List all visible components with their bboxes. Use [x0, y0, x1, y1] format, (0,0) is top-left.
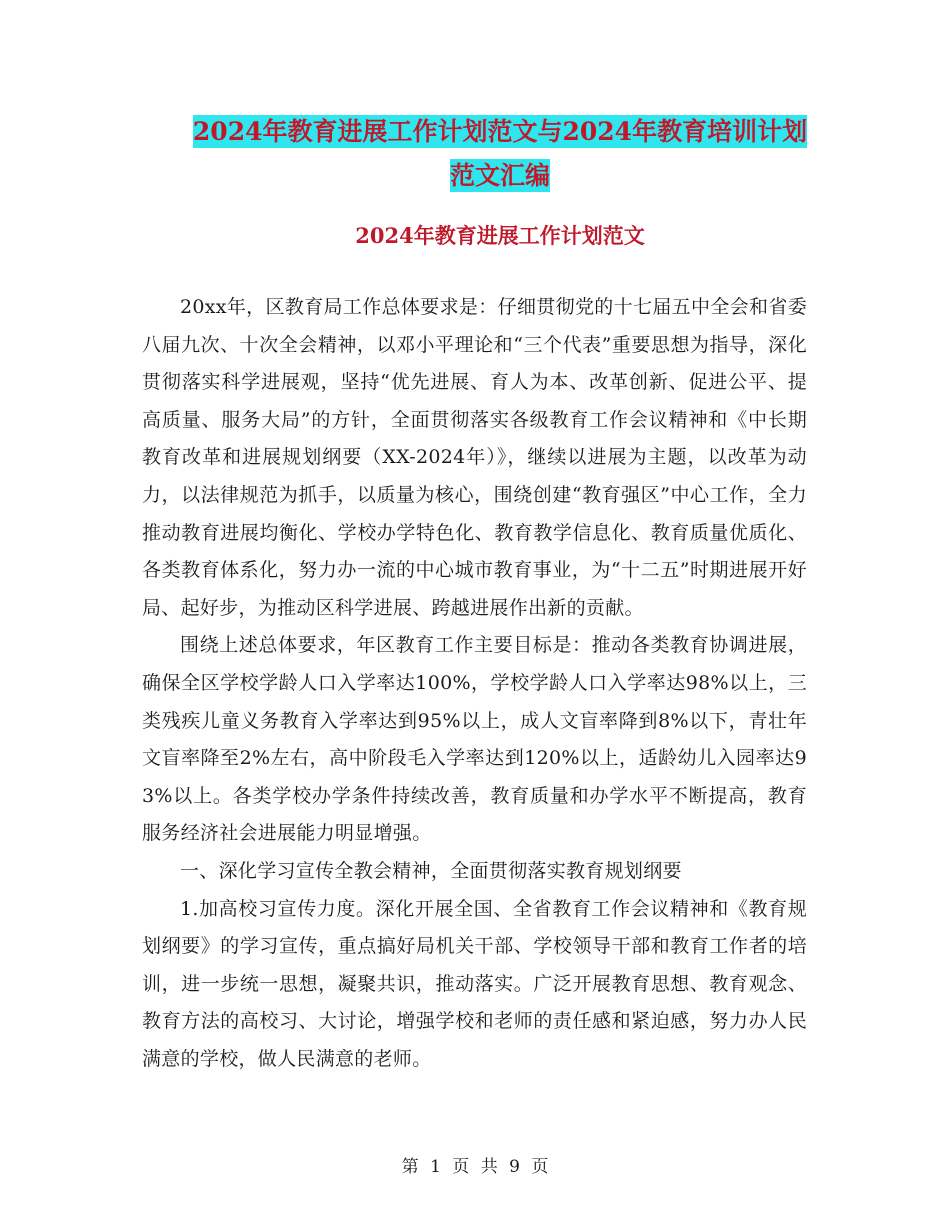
document-title — [140, 110, 860, 198]
section-title: 2024年教育进展工作计划范文 — [355, 223, 645, 248]
title-line-2: 范文汇编 — [449, 161, 550, 190]
page-footer: 第 1 页 共 9 页 — [401, 1157, 549, 1177]
document-body — [142, 289, 807, 1078]
paragraph-1: 20xx年，区教育局工作总体要求是：仔细贯彻党的十七届五中全会和省委八届九次、十次全会精神，以邓小平理论和“三个代表”重要思想为指导，深化贯彻落实科学进展观，坚持“优先进展、育人为本、改革创新、促进公平、提高质量、服务大局”的方针，全面贯彻落实各级教育工作会议精神和《中长期教育改革和进展规划纲要（XX-2024年）》，继续以进展为主题，以改革为动力，以法律规范为抓手，以质量为核心，围绕创建“教育强区”中心工作，全力推动教育进展均衡化、学校办学特色化、教育教学信息化、教育质量优质化、各类教育体系化，努力办一流的中心城市教育事业，为“十二五”时期进展开好局、起好步，为推动区科学进展、跨越进展作出新的贡献。 — [142, 296, 807, 619]
title-line-1: 2024年教育进展工作计划范文与2024年教育培训计划 — [192, 117, 808, 146]
paragraph-4: 1.加高校习宣传力度。深化开展全国、全省教育工作会议精神和《教育规划纲要》的学习宣传，重点搞好局机关干部、学校领导干部和教育工作者的培训，进一步统一思想，凝聚共识，推动落实。广泛开展教育思想、教育观念、教育方法的高校习、大讨论，增强学校和老师的责任感和紧迫感，努力办人民满意的学校，做人民满意的老师。 — [142, 897, 807, 1070]
paragraph-3-heading: 一、深化学习宣传全教会精神，全面贯彻落实教育规划纲要 — [180, 859, 682, 882]
paragraph-2: 围绕上述总体要求，年区教育工作主要目标是：推动各类教育协调进展，确保全区学校学龄人口入学率达100%，学校学龄人口入学率达98%以上，三类残疾儿童义务教育入学率达到95%以上，成人文盲率降到8%以下，青壮年文盲率降至2%左右，高中阶段毛入学率达到120%以上，适龄幼儿入园率达93%以上。各类学校办学条件持续改善，教育质量和办学水平不断提高，教育服务经济社会进展能力明显增强。 — [142, 634, 807, 845]
